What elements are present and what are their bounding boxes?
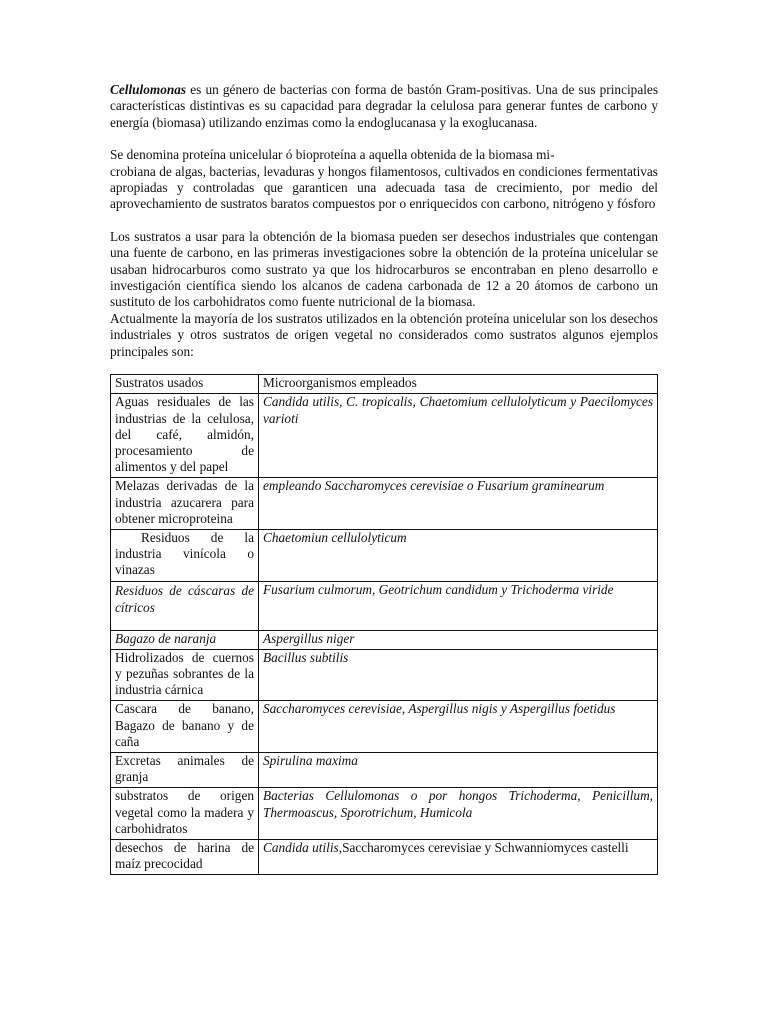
microorganism-cell: Chaetomiun cellulolyticum (259, 529, 658, 581)
table-header-row (111, 375, 658, 394)
microorganism-cell: Spirulina maxima (259, 752, 658, 787)
substrate-cell: Cascara de banano, Bagazo de banano y de caña (111, 701, 259, 753)
paragraph-first-line: Se denomina proteína unicelular ó bioproteína a aquella obtenida de la biomasa mi- (110, 147, 555, 163)
table-row (111, 529, 658, 581)
substrate-cell: desechos de harina de maíz precocidad (111, 839, 259, 874)
substrate-cell: Residuos de cáscaras de cítricos (111, 581, 259, 630)
microorganism-cell: Fusarium culmorum, Geotrichum candidum y Trichoderma viride (259, 581, 658, 630)
substrate-cell: Excretas animales de granja (111, 752, 259, 787)
table-row (111, 649, 658, 701)
substrate-cell: Bagazo de naranja (111, 630, 259, 649)
paragraph-sustratos: Los sustratos a usar para la obtención de la biomasa pueden ser desechos industriales que contengan una fuente de carbono, en las primeras investigaciones sobre la obtención de la proteína unicelular se usaban hidrocarburos como sustrato ya que los hidrocarburos se encontraban en pleno desarrollo e investigación científica siendo los alcanos de cadena carbonada de 12 a 20 átomos de carbono un sustituto de los carbohidratos como fuente nutricional de la biomasa. (110, 228, 658, 310)
table-row (111, 839, 658, 874)
paragraph-actualmente: Actualmente la mayoría de los sustratos utilizados en la obtención proteína unicelular son los desechos industriales y otros sustratos de origen vegetal no considerados como sustratos algunos ejemplos principales son: (110, 310, 658, 359)
term-cellulomonas: Cellulomonas (110, 82, 187, 97)
substrates-table (110, 374, 658, 875)
microorganism-cell: Aspergillus niger (259, 630, 658, 649)
paragraph-bioproteina-cont: crobiana de algas, bacterias, levaduras y hongos filamentosos, cultivados en condiciones fermentativas apropiadas y controladas que garanticen una adecuada tasa de crecimiento, por medio del aprovechamiento de sustratos baratos compuestos por o enriquecidos con carbono, nitrógeno y fósforo (110, 163, 658, 212)
microorganism-cell: Bacterias Cellulomonas o por hongos Trichoderma, Penicillum, Thermoascus, Sporotrichum, Humicola (259, 788, 658, 840)
substrate-cell: Aguas residuales de las industrias de la celulosa, del café, almidón, procesamiento de alimentos y del papel (111, 394, 259, 478)
paragraph-cellulomonas (110, 82, 658, 131)
microorganism-cell: empleando Saccharomyces cerevisiae o Fusarium graminearum (259, 478, 658, 530)
header-microorganisms: Microorganismos empleados (259, 375, 658, 394)
table-row (111, 788, 658, 840)
microorganism-candida: Candida utilis, (263, 839, 343, 855)
table-row (111, 752, 658, 787)
microorganism-cell (259, 839, 658, 874)
paragraph-bioproteina (110, 147, 658, 163)
microorganism-cell: Candida utilis, C. tropicalis, Chaetomium cellulolyticum y Paecilomyces varioti (259, 394, 658, 478)
document-page (110, 82, 658, 875)
substrate-cell (111, 529, 259, 581)
table-row (111, 394, 658, 478)
header-substrates: Sustratos usados (111, 375, 259, 394)
substrate-cell: substratos de origen vegetal como la madera y carbohidratos (111, 788, 259, 840)
substrate-text: Residuos de la industria vinícola o vinazas (115, 529, 254, 578)
substrate-cell: Melazas derivadas de la industria azucarera para obtener microproteina (111, 478, 259, 530)
microorganism-cell: Bacillus subtilis (259, 649, 658, 701)
paragraph-text: es un género de bacterias con forma de bastón Gram-positivas. Una de sus principales características distintivas es su capacidad para degradar la celulosa para generar funtes de carbono y energía (biomasa) utilizando enzimas como la endoglucanasa y la exoglucanasa. (110, 82, 658, 130)
table-row (111, 478, 658, 530)
table-row (111, 630, 658, 649)
table-row (111, 581, 658, 630)
table-row (111, 701, 658, 753)
microorganism-others: Saccharomyces cerevisiae y Schwanniomyces castelli (342, 839, 629, 855)
microorganism-cell: Saccharomyces cerevisiae, Aspergillus nigis y Aspergillus foetidus (259, 701, 658, 753)
substrate-cell: Hidrolizados de cuernos y pezuñas sobrantes de la industria cárnica (111, 649, 259, 701)
